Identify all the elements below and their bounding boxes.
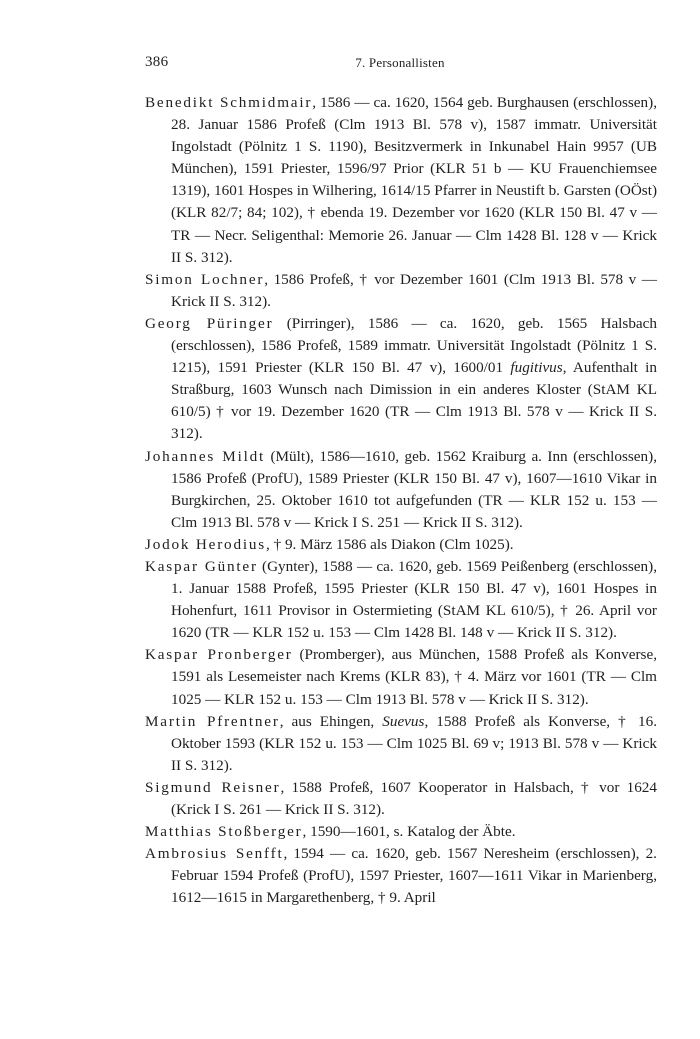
entry-text: (Gynter), 1588 — ca. 1620, geb. 1569 Peißenberg (erschlossen), 1. Januar 1588 Profeß, 1595 Priester (KLR 150 Bl. 47 v), 1601 Hospes in Hohenfurt, 1611 Provisor in Ostermieting (StAM KL 610/5), † 26. April vor 1620 (TR — KLR 152 u. 153 — Clm 1428 Bl. 148 v — Krick II S. 312). [171, 557, 657, 642]
entry-text: , † 9. März 1586 als Diakon (Clm 1025). [265, 535, 514, 553]
entry-name: Matthias Stoßberger [145, 823, 303, 841]
list-item [145, 269, 657, 313]
entry-text: , 1590—1601, s. Katalog der Äbte. [302, 823, 516, 841]
list-item [145, 534, 657, 556]
personnel-list [145, 92, 657, 909]
entry-text: (Mült), 1586—1610, geb. 1562 Kraiburg a. Inn (erschlossen), 1586 Profeß (ProfU), 1589 Priester (KLR 150 Bl. 47 v), 1607—1610 Vikar in Burgkirchen, 25. Oktober 1610 tot aufgefunden (TR — KLR 152 u. 153 — Clm 1913 Bl. 578 v — Krick I S. 251 — Krick II S. 312). [171, 447, 657, 531]
entry-text: , 1586 Profeß, † vor Dezember 1601 (Clm 1913 Bl. 578 v — Krick II S. 312). [171, 270, 657, 310]
entry-name: Johannes Mildt [145, 447, 266, 465]
list-item [145, 92, 657, 269]
entry-name: Ambrosius Senfft [145, 845, 284, 863]
list-item [145, 556, 657, 644]
entry-text: , 1586 — ca. 1620, 1564 geb. Burghausen (erschlossen), 28. Januar 1586 Profeß (Clm 1913 Bl. 578 v), 1587 immatr. Universität Ingolstadt (Pölnitz 1 S. 1190), Besitzvermerk in Inkunabel Hain 9957 (UB München), 1591 Priester, 1596/97 Prior (KLR 51 b — KU Frauenchiemsee 1319), 1601 Hospes in Wilhering, 1614/15 Pfarrer in Neustift b. Garsten (OÖst) (KLR 82/7; 84; 102), † ebenda 19. Dezember vor 1620 (KLR 150 Bl. 47 v — TR — Necr. Seligenthal: Memorie 26. Januar — Clm 1428 Bl. 128 v — Krick II S. 312). [171, 94, 657, 266]
entry-text: (Promberger), aus München, 1588 Profeß als Konverse, 1591 als Lesemeister nach Krems (KLR 83), † 4. März vor 1601 (TR — Clm 1025 — KLR 152 u. 153 — Clm 1913 Bl. 578 v — Krick II S. 312). [171, 646, 657, 708]
list-item [145, 446, 657, 534]
list-item [145, 313, 657, 446]
entry-name: Sigmund Reisner [145, 778, 281, 796]
entry-name: Simon Lochner [145, 270, 265, 288]
list-item [145, 821, 657, 843]
page-number: 386 [145, 54, 169, 70]
list-item [145, 843, 657, 909]
list-item [145, 644, 657, 710]
entry-text: , 1588 Profeß, 1607 Kooperator in Halsbach, † vor 1624 (Krick I S. 261 — Krick II S. 312). [171, 778, 657, 818]
entry-name: Kaspar Pronberger [145, 646, 293, 664]
list-item [145, 711, 657, 777]
entry-text: (Pirringer), 1586 — ca. 1620, geb. 1565 Halsbach (erschlossen), 1586 Profeß, 1589 immatr. Universität Ingolstadt (Pölnitz 1 S. 1215), 1591 Priester (KLR 150 Bl. 47 v), 1600/01 [171, 314, 657, 377]
entry-italic-text: fugitivus [510, 359, 563, 377]
entry-name: Georg Püringer [145, 314, 274, 332]
entry-italic-text: Suevus [382, 712, 425, 730]
entry-name: Benedikt Schmidmair [145, 94, 313, 111]
list-item [145, 777, 657, 821]
entry-name: Jodok Herodius [145, 535, 266, 553]
entry-text: , aus Ehingen, [279, 712, 383, 730]
section-title: 7. Personallisten [355, 55, 445, 70]
entry-name: Martin Pfrentner [145, 712, 280, 730]
entry-name: Kaspar Günter [145, 557, 258, 575]
entry-text: , 1588 Profeß als Konverse, † 16. Oktober 1593 (KLR 152 u. 153 — Clm 1025 Bl. 69 v; 1913 Bl. 578 v — Krick II S. 312). [171, 712, 657, 774]
running-head [145, 54, 655, 74]
entry-text: , Aufenthalt in Straßburg, 1603 Wunsch nach Dimission in ein anderes Kloster (StAM KL 610/5) † vor 19. Dezember 1620 (TR — Clm 1913 Bl. 578 v — Krick II S. 312). [171, 359, 657, 443]
entry-text: , 1594 — ca. 1620, geb. 1567 Neresheim (erschlossen), 2. Februar 1594 Profeß (ProfU), 1597 Priester, 1607—1611 Vikar in Marienberg, 1612—1615 in Margarethenberg, † 9. April [171, 845, 657, 907]
